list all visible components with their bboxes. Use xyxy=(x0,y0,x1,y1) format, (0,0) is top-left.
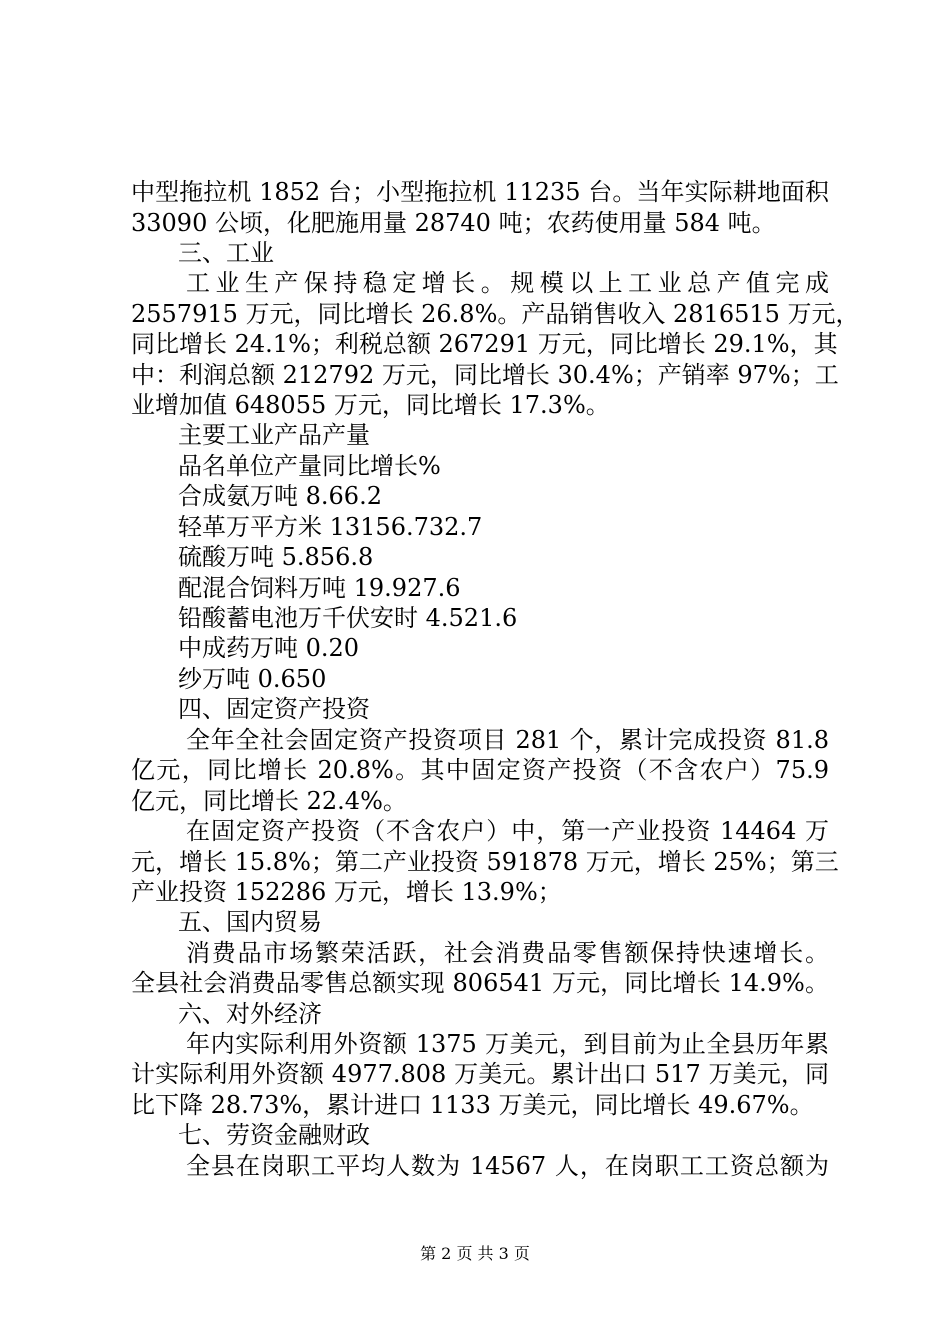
body-line: 消费品市场繁荣活跃，社会消费品零售额保持快速增长。 xyxy=(186,939,829,967)
body-line: 元，增长 15.8%；第二产业投资 591878 万元，增长 25%；第三 xyxy=(131,848,839,876)
table-row-line: 中成药万吨 0.20 xyxy=(178,634,360,662)
section-heading: 七、劳资金融财政 xyxy=(178,1121,370,1149)
page-footer: 第 2 页 共 3 页 xyxy=(420,1244,530,1263)
body-line: 产业投资 152286 万元，增长 13.9%； xyxy=(131,878,562,906)
body-line: 工业生产保持稳定增长。规模以上工业总产值完成 xyxy=(186,269,829,297)
table-title: 主要工业产品产量 xyxy=(178,421,370,449)
body-line: 33090 公顷，化肥施用量 28740 吨；农药使用量 584 吨。 xyxy=(131,209,776,237)
table-row-line: 硫酸万吨 5.856.8 xyxy=(178,543,374,571)
body-line: 比下降 28.73%，累计进口 1133 万美元，同比增长 49.67%。 xyxy=(131,1091,814,1119)
table-row-line: 铅酸蓄电池万千伏安时 4.521.6 xyxy=(178,604,518,632)
body-line: 全年全社会固定资产投资项目 281 个，累计完成投资 81.8 xyxy=(186,726,829,754)
body-line: 中：利润总额 212792 万元，同比增长 30.4%；产销率 97%；工 xyxy=(131,361,839,389)
body-line: 全县社会消费品零售总额实现 806541 万元，同比增长 14.9%。 xyxy=(131,969,829,997)
body-line: 2557915 万元，同比增长 26.8%。产品销售收入 2816515 万元， xyxy=(131,300,860,328)
table-row-line: 合成氨万吨 8.66.2 xyxy=(178,482,382,510)
table-row-line: 纱万吨 0.650 xyxy=(178,665,327,693)
body-line: 在固定资产投资（不含农户）中，第一产业投资 14464 万 xyxy=(186,817,829,845)
body-line: 中型拖拉机 1852 台；小型拖拉机 11235 台。当年实际耕地面积 xyxy=(131,178,829,206)
body-line: 亿元，同比增长 22.4%。 xyxy=(131,787,407,815)
table-row-line: 轻革万平方米 13156.732.7 xyxy=(178,513,483,541)
section-heading: 三、工业 xyxy=(178,239,274,267)
body-line: 亿元，同比增长 20.8%。其中固定资产投资（不含农户）75.9 xyxy=(131,756,829,784)
body-line: 全县在岗职工平均人数为 14567 人，在岗职工工资总额为 xyxy=(186,1152,829,1180)
body-line: 计实际利用外资额 4977.808 万美元。累计出口 517 万美元，同 xyxy=(131,1060,829,1088)
body-line: 业增加值 648055 万元，同比增长 17.3%。 xyxy=(131,391,610,419)
body-line: 年内实际利用外资额 1375 万美元，到目前为止全县历年累 xyxy=(186,1030,829,1058)
table-row-line: 配混合饲料万吨 19.927.6 xyxy=(178,574,461,602)
body-line: 同比增长 24.1%；利税总额 267291 万元，同比增长 29.1%，其 xyxy=(131,330,838,358)
section-heading: 四、固定资产投资 xyxy=(178,695,370,723)
table-header-line: 品名单位产量同比增长% xyxy=(178,452,441,480)
section-heading: 六、对外经济 xyxy=(178,1000,322,1028)
section-heading: 五、国内贸易 xyxy=(178,908,322,936)
